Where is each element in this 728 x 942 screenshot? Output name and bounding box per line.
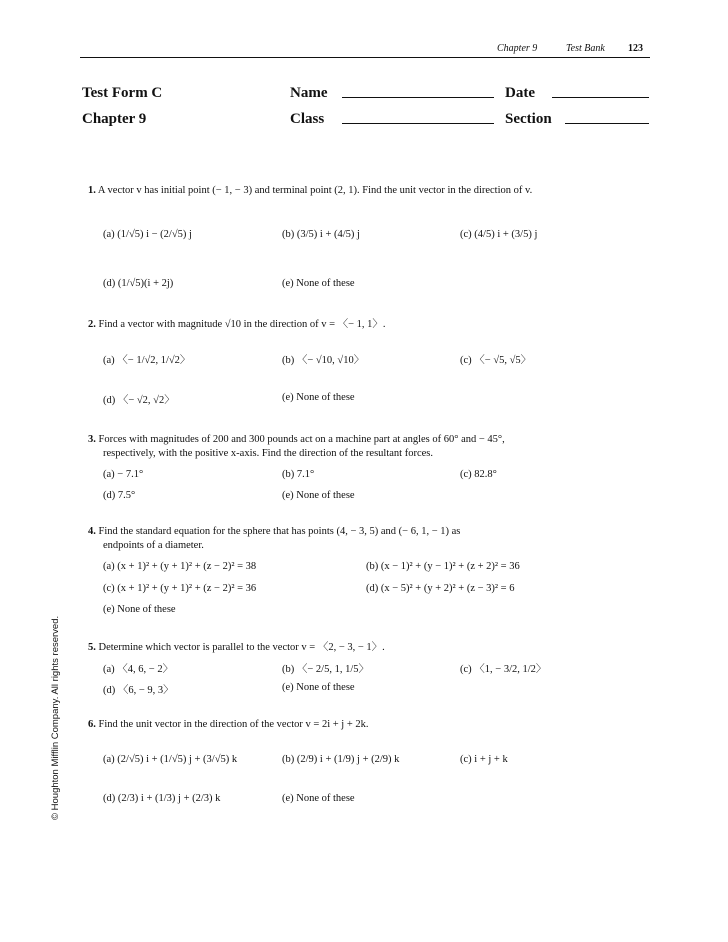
header-chapter: Chapter 9 [497, 43, 538, 54]
q1-option-a[interactable]: (a) (1/√5) i − (2/√5) j [103, 229, 192, 240]
question-1: 1. A vector v has initial point (− 1, − 3) and terminal point (2, 1). Find the unit vector in the direction of v. [88, 185, 533, 196]
q6-option-d[interactable]: (d) (2/3) i + (1/3) j + (2/3) k [103, 793, 221, 804]
section-field[interactable] [565, 123, 649, 124]
q3-option-b[interactable]: (b) 7.1° [282, 469, 315, 480]
q6-option-b[interactable]: (b) (2/9) i + (1/9) j + (2/9) k [282, 754, 400, 765]
question-5: 5. Determine which vector is parallel to the vector v = 〈2, − 3, − 1〉. [88, 642, 385, 653]
form-chapter: Chapter 9 [82, 111, 147, 127]
q5-option-b[interactable]: (b) 〈− 2/5, 1, 1/5〉 [282, 664, 369, 675]
q3-option-d[interactable]: (d) 7.5° [103, 490, 136, 501]
q1-option-e[interactable]: (e) None of these [282, 278, 355, 289]
q4-option-a[interactable]: (a) (x + 1)² + (y + 1)² + (z − 2)² = 38 [103, 561, 257, 572]
copyright-notice: © Houghton Mifflin Company. All rights reserved. [50, 615, 61, 820]
class-field[interactable] [342, 123, 494, 124]
header-rule [80, 57, 650, 58]
q2-option-a[interactable]: (a) 〈− 1/√2, 1/√2〉 [103, 355, 191, 366]
q3-option-e[interactable]: (e) None of these [282, 490, 355, 501]
q4-option-e[interactable]: (e) None of these [103, 604, 176, 615]
q4-option-c[interactable]: (c) (x + 1)² + (y + 1)² + (z − 2)² = 36 [103, 583, 257, 594]
form-title: Test Form C [82, 85, 163, 101]
q1-option-c[interactable]: (c) (4/5) i + (3/5) j [460, 229, 538, 240]
name-field[interactable] [342, 97, 494, 98]
q1-option-d[interactable]: (d) (1/√5)(i + 2j) [103, 278, 174, 289]
q5-option-d[interactable]: (d) 〈6, − 9, 3〉 [103, 685, 174, 696]
question-4: 4. Find the standard equation for the sphere that has points (4, − 3, 5) and (− 6, 1, − 1) as [88, 526, 461, 537]
q4-option-b[interactable]: (b) (x − 1)² + (y − 1)² + (z + 2)² = 36 [366, 561, 520, 572]
question-2: 2. Find a vector with magnitude √10 in the direction of v = 〈− 1, 1〉. [88, 319, 386, 330]
question-6: 6. Find the unit vector in the direction of the vector v = 2i + j + 2k. [88, 719, 369, 730]
q3-option-c[interactable]: (c) 82.8° [460, 469, 497, 480]
q1-option-b[interactable]: (b) (3/5) i + (4/5) j [282, 229, 360, 240]
q5-option-a[interactable]: (a) 〈4, 6, − 2〉 [103, 664, 174, 675]
q2-option-b[interactable]: (b) 〈− √10, √10〉 [282, 355, 365, 366]
q6-option-a[interactable]: (a) (2/√5) i + (1/√5) j + (3/√5) k [103, 754, 238, 765]
header-test-bank: Test Bank [566, 43, 605, 54]
q4-option-d[interactable]: (d) (x − 5)² + (y + 2)² + (z − 3)² = 6 [366, 583, 515, 594]
page-number: 123 [628, 43, 643, 54]
q5-option-e[interactable]: (e) None of these [282, 682, 355, 693]
q3-option-a[interactable]: (a) − 7.1° [103, 469, 144, 480]
q2-option-e[interactable]: (e) None of these [282, 392, 355, 403]
q2-option-c[interactable]: (c) 〈− √5, √5〉 [460, 355, 532, 366]
question-3: 3. Forces with magnitudes of 200 and 300 pounds act on a machine part at angles of 60° and − 45°, [88, 434, 505, 445]
q2-option-d[interactable]: (d) 〈− √2, √2〉 [103, 395, 175, 406]
date-label: Date [505, 85, 535, 101]
date-field[interactable] [552, 97, 649, 98]
q6-option-e[interactable]: (e) None of these [282, 793, 355, 804]
class-label: Class [290, 111, 325, 127]
question-3-cont: respectively, with the positive x-axis. Find the direction of the resultant forces. [103, 448, 433, 459]
section-label: Section [505, 111, 552, 127]
question-4-cont: endpoints of a diameter. [103, 540, 204, 551]
q5-option-c[interactable]: (c) 〈1, − 3/2, 1/2〉 [460, 664, 547, 675]
name-label: Name [290, 85, 328, 101]
q6-option-c[interactable]: (c) i + j + k [460, 754, 508, 765]
